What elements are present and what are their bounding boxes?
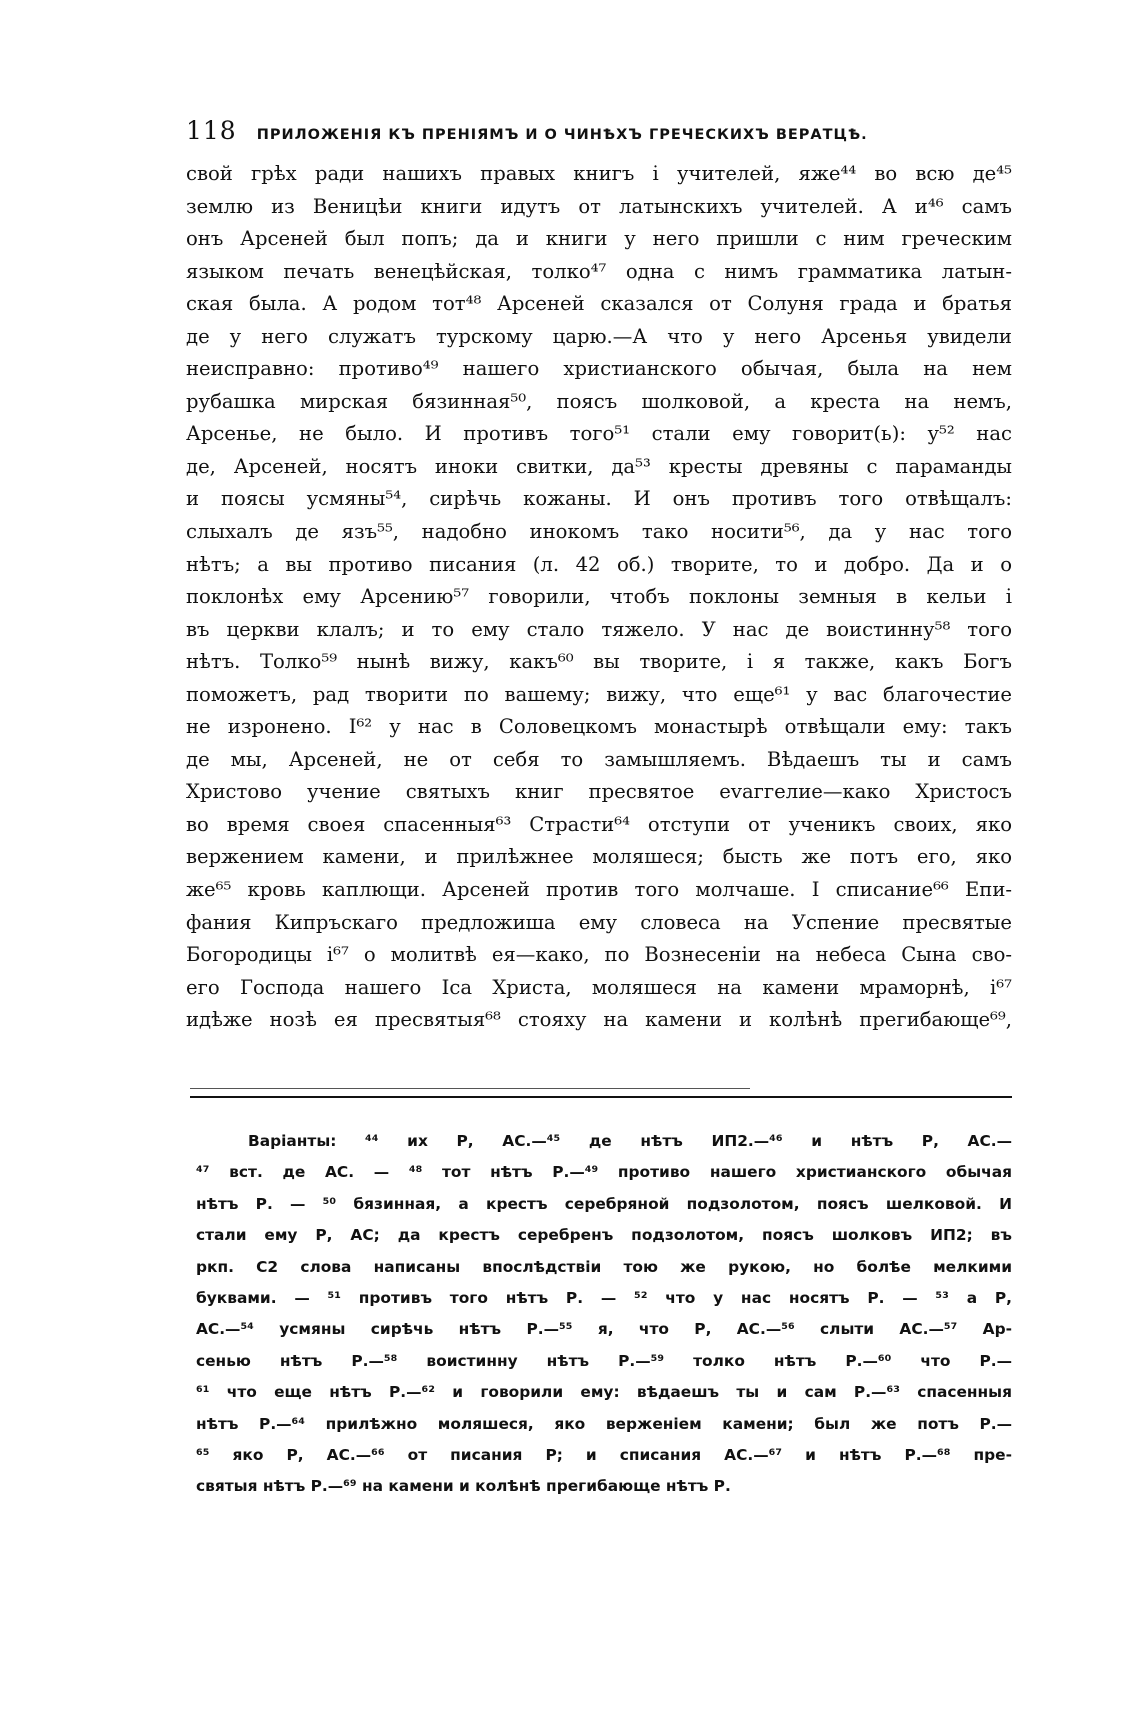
text-line: языком печать венецѣйская, толко⁴⁷ одна с нимъ грамматика латын- bbox=[186, 259, 1012, 283]
text-line: Богородицы і⁶⁷ о молитвѣ ея—како, по Вознесеніи на небеса Сына сво- bbox=[186, 943, 1012, 967]
text-line: онъ Арсеней был попъ; да и книги у него пришли с ним греческим bbox=[186, 227, 1012, 251]
note-line: сенью нѣтъ Р.—⁵⁸ воистинну нѣтъ Р.—⁵⁹ толко нѣтъ Р.—⁶⁰ что Р.— bbox=[196, 1351, 1012, 1370]
note-line: Варіанты: ⁴⁴ их Р, АС.—⁴⁵ де нѣтъ ИП2.—⁴⁶ и нѣтъ Р, АС.— bbox=[248, 1132, 1012, 1150]
variant-notes bbox=[196, 1126, 1012, 1503]
text-line: рубашка мирская бязинная⁵⁰, поясъ шолковой, а креста на немъ, bbox=[186, 389, 1012, 413]
text-line: поможетъ, рад творити по вашему; вижу, что еще⁶¹ у вас благочестие bbox=[186, 682, 1012, 706]
page-header bbox=[186, 116, 946, 150]
text-line: Христово учение святыхъ книг пресвятое еvаггелие—како Христосъ bbox=[186, 780, 1012, 804]
text-line: не изронено. І⁶² у нас в Соловецкомъ монастырѣ отвѣщали ему: такъ bbox=[186, 715, 1012, 739]
note-line: ркп. С2 слова написаны впослѣдствіи тою же рукою, но болѣе мелкими bbox=[196, 1257, 1012, 1276]
text-line: фания Кипръскаго предложиша ему словеса на Успение пресвятые bbox=[186, 910, 1012, 934]
text-line: въ церкви клалъ; и то ему стало тяжело. У нас де воистинну⁵⁸ того bbox=[186, 617, 1012, 641]
note-line: буквами. — ⁵¹ противъ того нѣтъ Р. — ⁵² что у нас носятъ Р. — ⁵³ а Р, bbox=[196, 1288, 1012, 1307]
text-line: Арсенье, не было. И противъ того⁵¹ стали ему говорит(ь): у⁵² нас bbox=[186, 422, 1012, 446]
note-line: ⁴⁷ вст. де АС. — ⁴⁸ тот нѣтъ Р.—⁴⁹ противо нашего христианского обычая bbox=[196, 1163, 1012, 1182]
note-line: нѣтъ Р.—⁶⁴ прилѣжно моляшеся, яко верженіем камени; был же потъ Р.— bbox=[196, 1414, 1012, 1433]
note-line: стали ему Р, АС; да крестъ серебренъ подзолотом, поясъ шолковъ ИП2; въ bbox=[196, 1226, 1012, 1245]
separator-rule-thin bbox=[190, 1088, 750, 1089]
text-line: ская была. А родом тот⁴⁸ Арсеней сказался от Солуня града и братья bbox=[186, 292, 1012, 316]
text-line: слыхалъ де язъ⁵⁵, надобно инокомъ тако носити⁵⁶, да у нас того bbox=[186, 520, 1012, 544]
separator-rule bbox=[190, 1096, 1012, 1098]
text-line: вержением камени, и прилѣжнее моляшеся; бысть же потъ его, яко bbox=[186, 845, 1012, 869]
main-text bbox=[186, 158, 1012, 1037]
note-line: АС.—⁵⁴ усмяны сирѣчь нѣтъ Р.—⁵⁵ я, что Р, АС.—⁵⁶ слыти АС.—⁵⁷ Ар- bbox=[196, 1320, 1012, 1339]
text-line: нѣтъ. Толко⁵⁹ нынѣ вижу, какъ⁶⁰ вы творите, і я также, какъ Богъ bbox=[186, 650, 1012, 674]
text-line: идѣже нозѣ ея пресвятыя⁶⁸ стояху на камени и колѣнѣ прегибающе⁶⁹, bbox=[186, 1008, 1012, 1032]
note-line: святыя нѣтъ Р.—⁶⁹ на камени и колѣнѣ прегибающе нѣтъ Р. bbox=[196, 1477, 731, 1496]
text-line: де мы, Арсеней, не от себя то замышляемъ. Вѣдаешъ ты и самъ bbox=[186, 747, 1012, 771]
text-line: де у него служатъ турскому царю.—А что у него Арсенья увидели bbox=[186, 324, 1012, 348]
text-line: же⁶⁵ кровь каплющи. Арсеней против того молчаше. І списание⁶⁶ Епи- bbox=[186, 878, 1012, 902]
text-line: де, Арсеней, носятъ иноки свитки, да⁵³ кресты древяны с параманды bbox=[186, 454, 1012, 478]
text-line: поклонѣх ему Арсению⁵⁷ говорили, чтобъ поклоны земныя в кельи і bbox=[186, 585, 1012, 609]
text-line: неисправно: противо⁴⁹ нашего христианского обычая, была на нем bbox=[186, 357, 1012, 381]
note-line: ⁶¹ что еще нѣтъ Р.—⁶² и говорили ему: вѣдаешъ ты и сам Р.—⁶³ спасенныя bbox=[196, 1383, 1012, 1402]
note-line: нѣтъ Р. — ⁵⁰ бязинная, а крестъ серебряной подзолотом, поясъ шелковой. И bbox=[196, 1194, 1012, 1213]
running-title: ПРИЛОЖЕНІЯ КЪ ПРЕНІЯМЪ И О ЧИНѢХЪ ГРЕЧЕСКИХЪ ВЕРАТЦѢ. bbox=[256, 127, 868, 143]
page-number: 118 bbox=[186, 116, 237, 145]
text-line: нѣтъ; а вы противо писания (л. 42 об.) творите, то и добро. Да и о bbox=[186, 552, 1012, 576]
note-line: ⁶⁵ яко Р, АС.—⁶⁶ от писания Р; и списания АС.—⁶⁷ и нѣтъ Р.—⁶⁸ пре- bbox=[196, 1445, 1012, 1464]
text-line: свой грѣх ради нашихъ правых книгъ і учителей, яже⁴⁴ во всю де⁴⁵ bbox=[186, 162, 1012, 185]
text-line: землю из Веницѣи книги идутъ от латынскихъ учителей. А и⁴⁶ самъ bbox=[186, 194, 1012, 218]
text-line: его Господа нашего Іса Христа, моляшеся на камени мраморнѣ, і⁶⁷ bbox=[186, 975, 1012, 999]
text-line: и поясы усмяны⁵⁴, сирѣчь кожаны. И онъ противъ того отвѣщалъ: bbox=[186, 487, 1012, 511]
text-line: во время своея спасенныя⁶³ Страсти⁶⁴ отступи от ученикъ своих, яко bbox=[186, 812, 1012, 836]
